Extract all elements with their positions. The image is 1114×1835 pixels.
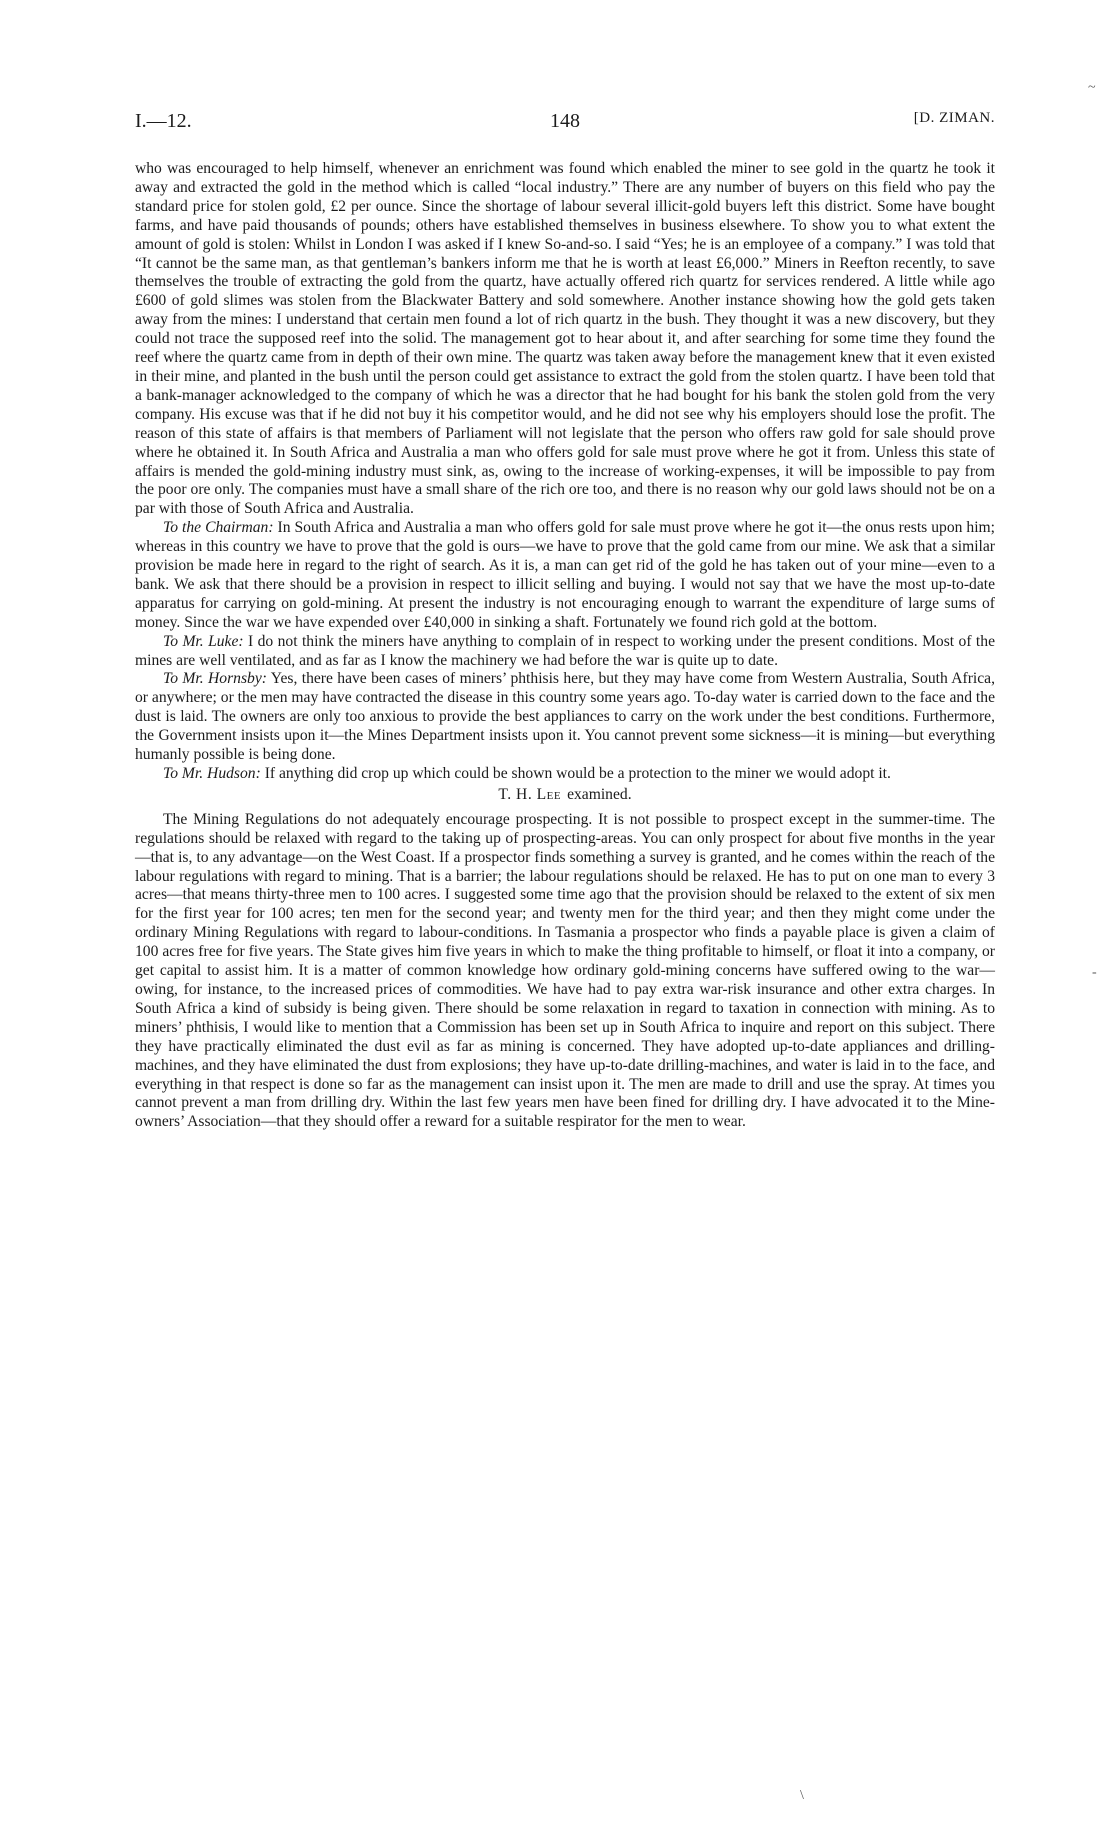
report-reference: I.—12. (135, 110, 192, 132)
page-header (135, 110, 995, 138)
witness-heading (135, 786, 995, 805)
document-body (135, 160, 995, 1132)
page-number: 148 (550, 110, 580, 132)
paragraph-text: I do not think the miners have anything to complain of in respect to working under the present conditions. Most of the mines are well ventilated, and as far as I know the machinery we had before the war is quite up to date. (135, 632, 995, 669)
paragraph-continued: who was encouraged to help himself, whenever an enrichment was found which enabled the miner to see gold in the quartz he took it away and extracted the gold in the method which is called “local industry.” There are any number of buyers on this field who pay the standard price for stolen gold, £2 per ounce. Since the shortage of labour several illicit-gold buyers left this district. Some have bought farms, and have paid thousands of pounds; others have established themselves in business elsewhere. To show you to what extent the amount of gold is stolen: Whilst in London I was asked if I knew So-and-so. I said “Yes; he is an employee of a company.” I was told that “It cannot be the same man, as that gentleman’s bankers inform me that he is worth at least £6,000.” Miners in Reefton recently, to save themselves the trouble of extracting the gold from the quartz, have actually offered rich quartz for services rendered. A little while ago £600 of gold slimes was stolen from the Blackwater Battery and sold somewhere. Another instance showing how the gold gets taken away from the mines: I understand that certain men found a lot of rich quartz in the bush. They thought it was a new discovery, but they could not trace the supposed reef into the solid. The management got to hear about it, and after searching for some time they found the reef where the quartz came from in depth of their own mine. The quartz was taken away before the management knew that it even existed in their mine, and planted in the bush until the person could get assistance to extract the gold from the stolen quartz. I have been told that a bank-manager acknowledged to the company of which he was a director that he had bought for his bank the stolen gold from the very company. His excuse was that if he did not buy it his competitor would, and he did not see why his employers should lose the profit. The reason of this state of affairs is that members of Parliament will not legislate that the person who offers raw gold for sale should prove where he obtained it. In South Africa and Australia a man who offers gold for sale must prove where he got it from. Unless this state of affairs is mended the gold-mining industry must sink, as, owing to the increase of working-expenses, it will be impossible to pay from the poor ore only. The companies must have a small share of the rich ore too, and there is no reason why our gold laws should not be on a par with those of South Africa and Australia. (135, 160, 995, 518)
scan-mark: - (1092, 965, 1097, 980)
witness-name: T. H. Lee (498, 785, 562, 803)
addressee-hudson: To Mr. Hudson: (163, 765, 261, 782)
paragraph-to-chairman (135, 519, 995, 632)
paragraph-lee-testimony: The Mining Regulations do not adequately encourage prospecting. It is not possible to prospect except in the summer-time. The regulations should be relaxed with regard to the taking up of prospecting-areas. You can only prospect for about five months in the year—that is, to any advantage—on the West Coast. If a prospector finds something a survey is granted, and he comes within the reach of the labour regulations with regard to mining. That is a barrier; the labour regulations should be relaxed. He has to put on one man to every 3 acres—that means thirty-three men to 100 acres. I suggested some time ago that the provision should be relaxed to the extent of six men for the first year for 100 acres; ten men for the second year; and twenty men for the third year; and then they might come under the ordinary Mining Regulations with regard to labour-conditions. In Tasmania a prospector who finds a payable place is given a claim of 100 acres free for five years. The State gives him five years in which to make the thing profitable to himself, or float it into a company, or get capital to assist him. It is a matter of common knowledge how ordinary gold-mining concerns have suffered owing to the war—owing, for instance, to the increased prices of commodities. We have had to pay extra war-risk insurance and other extra charges. In South Africa a kind of subsidy is being given. There should be some relaxation in regard to taxation in connection with mining. As to miners’ phthisis, I would like to mention that a Commission has been set up in South Africa to inquire and report on this subject. There they have practically eliminated the dust evil as far as mining is concerned. They have adopted up-to-date appliances and drilling-machines, and they have eliminated the dust from explosions; they have up-to-date drilling-machines, and water is laid in to the face, and everything in that respect is done so far as the management can insist upon it. The men are made to drill and use the spray. At times you cannot prevent a man from drilling dry. Within the last few years men have been fined for drilling dry. I have advocated it to the Mine-owners’ Association—that they should offer a reward for a suitable respirator for the men to wear. (135, 810, 995, 1131)
paragraph-text: In South Africa and Australia a man who offers gold for sale must prove where he got it—the onus rests upon him; whereas in this country we have to prove that the gold is ours—we have to prove that the gold came from our mine. We ask that a similar provision be made here in regard to the right of search. As it is, a man can get rid of the gold he has taken out of your mine—even to a bank. We ask that there should be a provision in respect to illicit selling and buying. I would not say that we have the most up-to-date apparatus for carrying on gold-mining. At present the industry is not encouraging enough to warrant the expenditure of large sums of money. Since the war we have expended over £40,000 in sinking a shaft. Fortunately we found rich gold at the bottom. (135, 519, 995, 631)
witness-name-header: [D. ZIMAN. (913, 110, 995, 126)
addressee-hornsby: To Mr. Hornsby: (163, 670, 267, 688)
scan-mark: ~ (1088, 80, 1096, 95)
paragraph-to-luke (135, 633, 995, 671)
addressee-chairman: To the Chairman: (163, 519, 274, 537)
scan-mark: \ (800, 1788, 804, 1803)
paragraph-to-hudson (135, 765, 995, 784)
paragraph-text: If anything did crop up which could be shown would be a protection to the miner we would adopt it. (264, 765, 891, 782)
witness-examined: examined. (567, 785, 632, 803)
paragraph-to-hornsby (135, 670, 995, 765)
paragraph-text: Yes, there have been cases of miners’ phthisis here, but they may have come from Western Australia, South Africa, or anywhere; or the men may have contracted the disease in this country some years ago. To-day water is carried down to the face and the dust is laid. The owners are only too anxious to provide the best appliances to carry on the work under the best conditions. Furthermore, the Government insists upon it—the Mines Department insists upon it. You cannot prevent some sickness—it is mining—but everything humanly possible is being done. (135, 670, 995, 764)
addressee-luke: To Mr. Luke: (163, 632, 244, 650)
